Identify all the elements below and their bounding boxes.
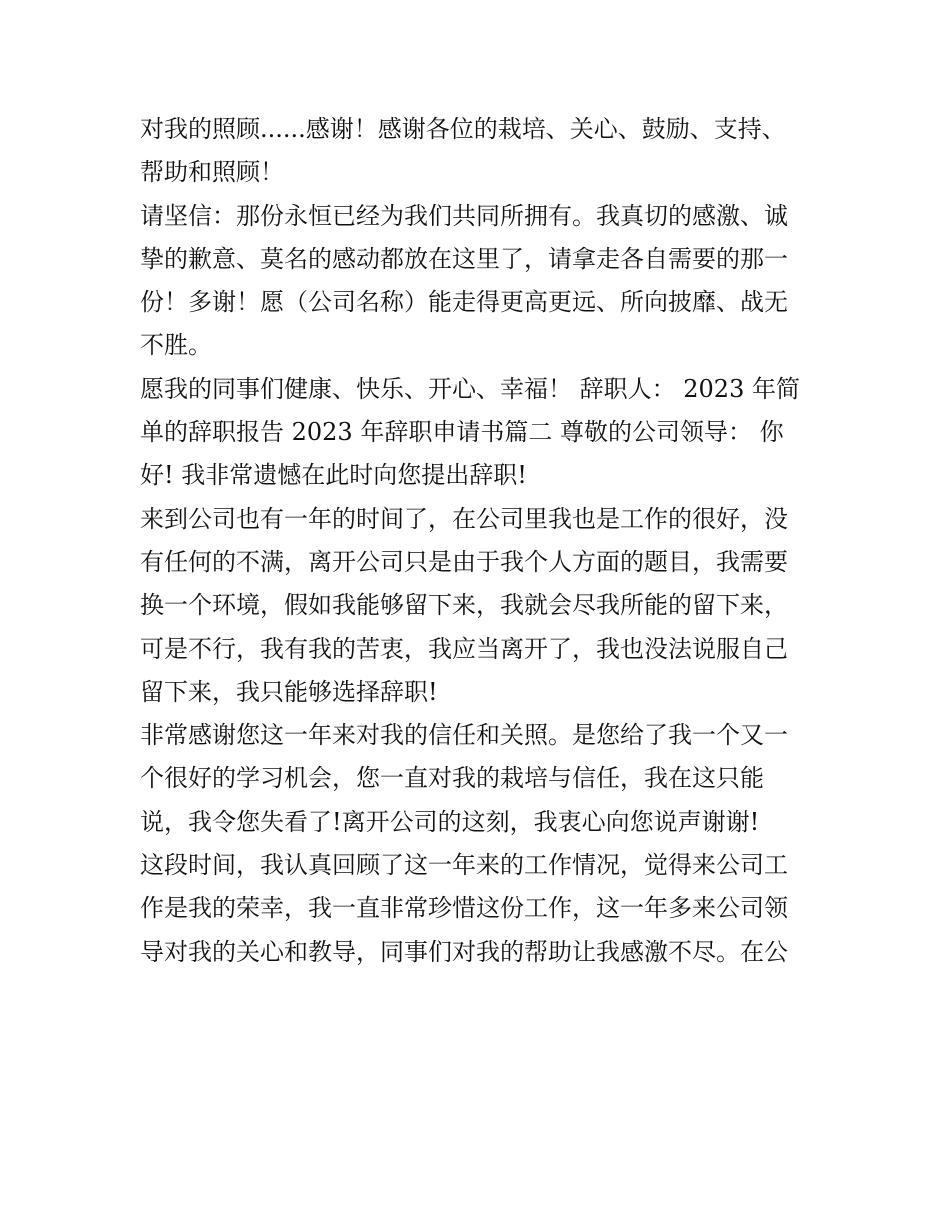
text-line: 有任何的不满，离开公司只是由于我个人方面的题目，我需要 [140,547,788,576]
text-line: 留下来，我只能够选择辞职! [140,677,438,706]
text-line: 不胜。 [140,331,212,360]
text-line: 换一个环境，假如我能够留下来，我就会尽我所能的留下来， [140,591,788,620]
text-line: 可是不行，我有我的苦衷，我应当离开了，我也没法说服自己 [140,634,788,663]
paragraph-thanks [140,108,820,195]
paragraph-believe [140,195,820,368]
text-line: 好! 我非常遗憾在此时向您提出辞职! [140,461,527,490]
text-line: 挚的歉意、莫名的感动都放在这里了，请拿走各自需要的那一 [140,244,788,273]
text-line: 愿我的同事们健康、快乐、开心、幸福！ 辞职人： 2023 年简 [140,374,800,403]
text-line: 请坚信：那份永恒已经为我们共同所拥有。我真切的感激、诚 [140,201,788,230]
text-line: 对我的照顾......感谢！感谢各位的栽培、关心、鼓励、支持、 [140,115,786,143]
text-line: 非常感谢您这一年来对我的信任和关照。是您给了我一个又一 [140,721,788,750]
text-line: 这段时间，我认真回顾了这一年来的工作情况，觉得来公司工 [140,851,788,880]
paragraph-wishes-and-second-letter [140,368,820,498]
paragraph-review [140,844,820,974]
text-line: 帮助和照顾！ [140,158,284,187]
text-line: 说，我令您失看了!离开公司的这刻，我衷心向您说声谢谢! [140,807,760,836]
text-line: 份！多谢！愿（公司名称）能走得更高更远、所向披靡、战无 [140,288,788,317]
document-body [140,108,820,974]
text-line: 单的辞职报告 2023 年辞职申请书篇二 尊敬的公司领导： 你 [140,418,784,447]
text-line: 来到公司也有一年的时间了，在公司里我也是工作的很好，没 [140,504,788,533]
text-line: 导对我的关心和教导，同事们对我的帮助让我感激不尽。在公 [140,937,788,966]
paragraph-gratitude [140,714,820,844]
text-line: 个很好的学习机会，您一直对我的栽培与信任，我在这只能 [140,764,764,793]
paragraph-reason [140,498,820,714]
text-line: 作是我的荣幸，我一直非常珍惜这份工作，这一年多来公司领 [140,894,788,923]
